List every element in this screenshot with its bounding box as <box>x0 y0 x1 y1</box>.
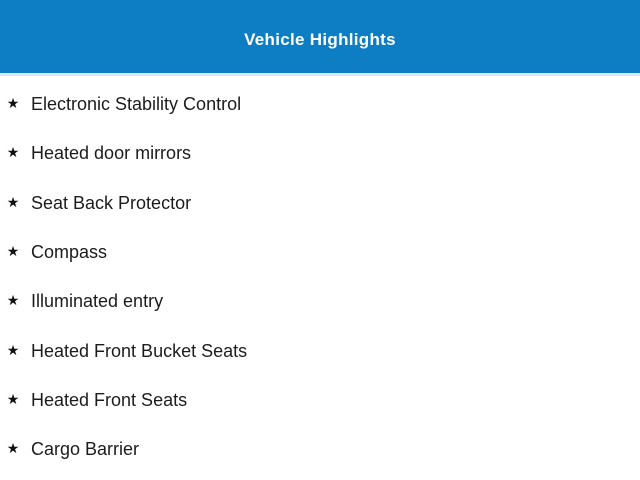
highlight-label: Seat Back Protector <box>31 192 192 213</box>
highlight-label: Heated door mirrors <box>31 143 192 164</box>
highlight-label: Compass <box>31 242 108 263</box>
vehicle-highlights-header <box>0 0 640 76</box>
star-icon: ★ <box>6 243 20 260</box>
list-item <box>0 179 640 228</box>
star-icon: ★ <box>6 193 20 210</box>
list-item <box>0 376 640 425</box>
list-item <box>0 326 640 375</box>
highlight-label: Heated Front Seats <box>31 389 188 410</box>
highlight-label: Heated Front Bucket Seats <box>31 340 248 361</box>
star-icon: ★ <box>6 440 20 457</box>
star-icon: ★ <box>6 390 20 407</box>
star-icon: ★ <box>6 341 20 358</box>
highlights-list <box>0 76 640 474</box>
list-item <box>0 80 640 129</box>
list-item <box>0 129 640 178</box>
highlight-label: Electronic Stability Control <box>31 94 242 115</box>
list-item <box>0 228 640 277</box>
star-icon: ★ <box>6 95 20 112</box>
list-item <box>0 277 640 326</box>
list-item <box>0 425 640 474</box>
star-icon: ★ <box>6 144 20 161</box>
page-title: Vehicle Highlights <box>244 29 396 49</box>
star-icon: ★ <box>6 292 20 309</box>
highlight-label: Illuminated entry <box>31 291 164 312</box>
highlight-label: Cargo Barrier <box>31 439 140 460</box>
